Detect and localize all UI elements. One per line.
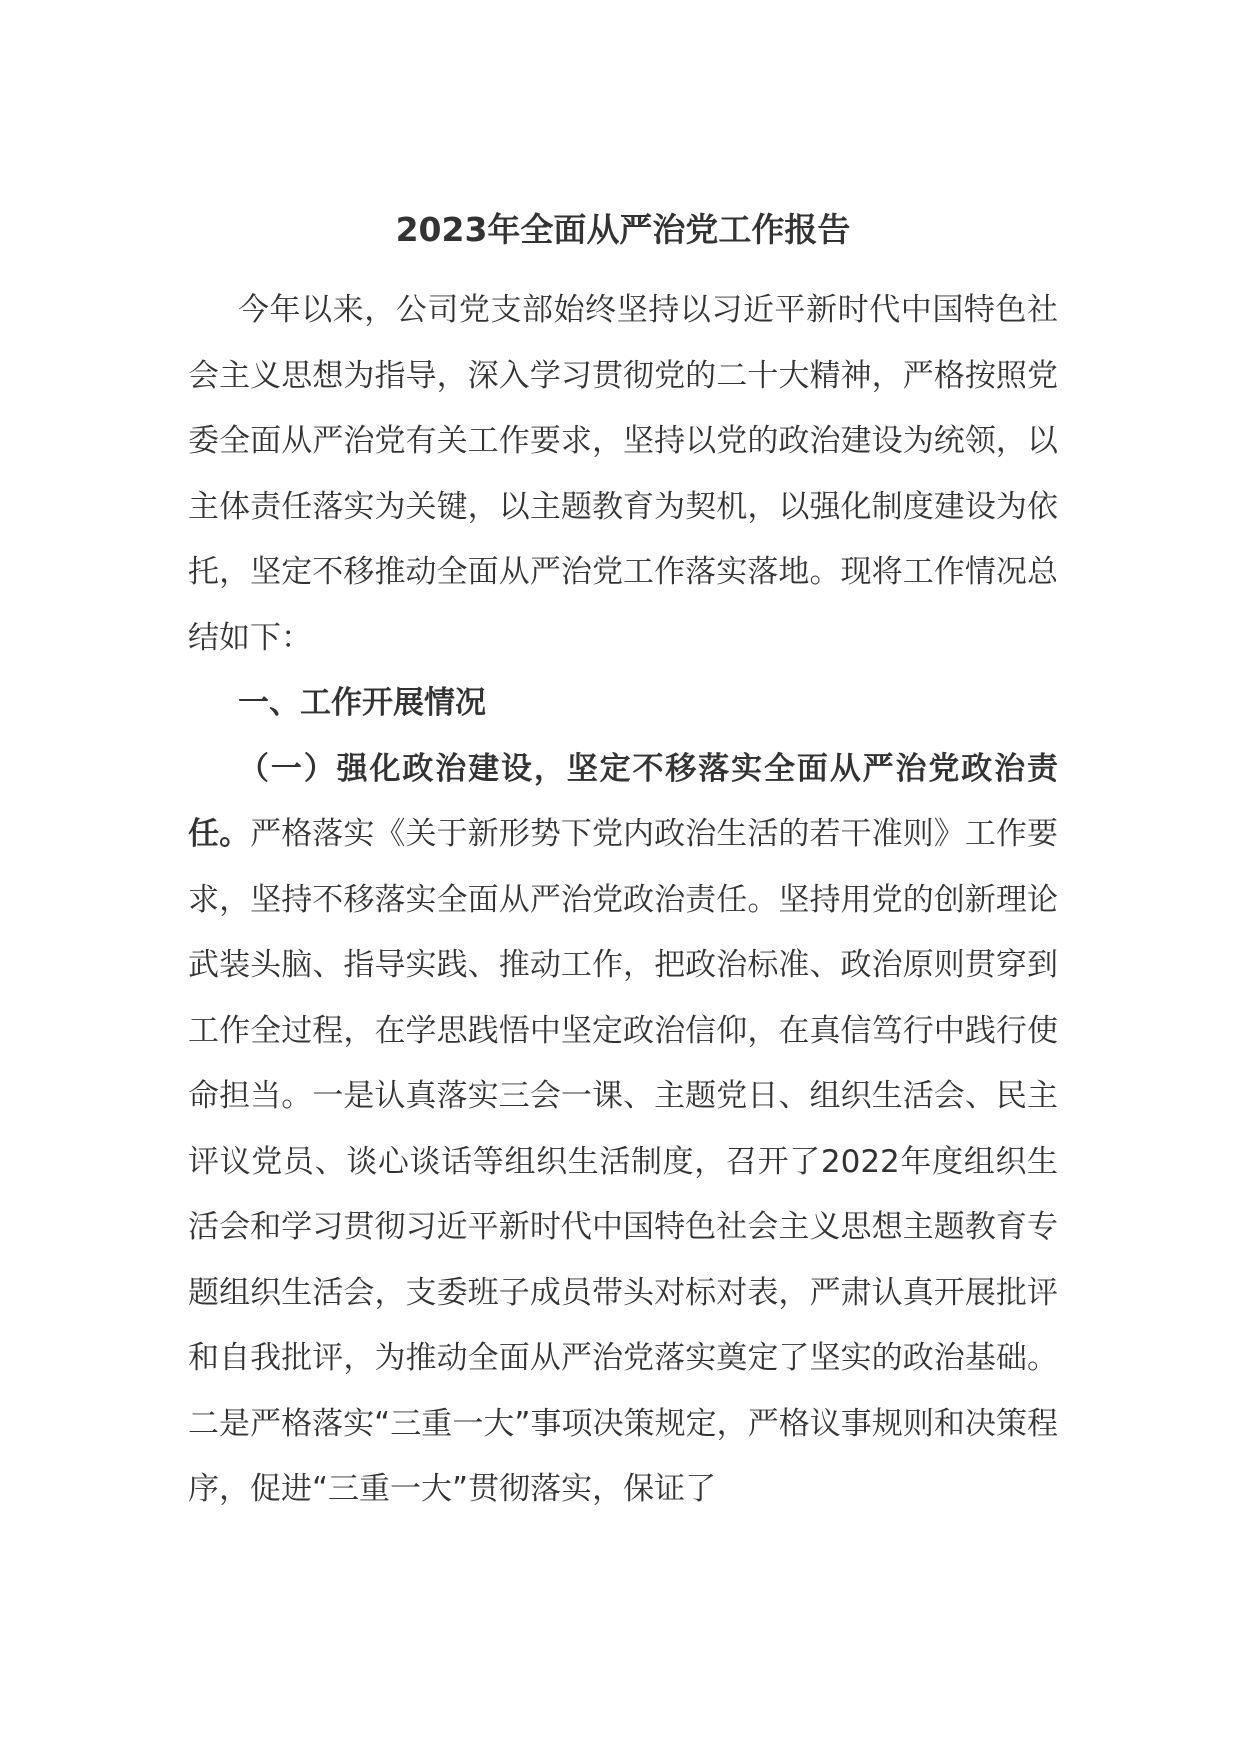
intro-paragraph: 今年以来，公司党支部始终坚持以习近平新时代中国特色社会主义思想为指导，深入学习贯彻党的二十大精神，严格按照党委全面从严治党有关工作要求，坚持以党的政治建设为统领，以主体责任落实为关键，以主题教育为契机，以强化制度建设为依托，坚定不移推动全面从严治党工作落实落地。现将工作情况总结如下： xyxy=(188,292,1058,656)
subsection-lead: （一）强化政治建设，坚定不移落实全面从严治党政治责任。 xyxy=(188,750,1058,852)
section-heading: 一、工作开展情况 xyxy=(238,685,486,721)
subsection-paragraph xyxy=(188,737,1058,1523)
document-body xyxy=(188,278,1058,1523)
document-title: 2023年全面从严治党工作报告 xyxy=(395,210,851,249)
subsection-text: 严格落实《关于新形势下党内政治生活的若干准则》工作要求，坚持不移落实全面从严治党政治责任。坚持用党的创新理论武装头脑、指导实践、推动工作，把政治标准、政治原则贯穿到工作全过程，在学思践悟中坚定政治信仰，在真信笃行中践行使命担当。一是认真落实三会一课、主题党日、组织生活会、民主评议党员、谈心谈话等组织生活制度，召开了2022年度组织生活会和学习贯彻习近平新时代中国特色社会主义思想主题教育专题组织生活会，支委班子成员带头对标对表，严肃认真开展批评和自我批评，为推动全面从严治党落实奠定了坚实的政治基础。二是严格落实“三重一大”事项决策规定，严格议事规则和决策程序，促进“三重一大”贯彻落实，保证了 xyxy=(188,816,1059,1507)
